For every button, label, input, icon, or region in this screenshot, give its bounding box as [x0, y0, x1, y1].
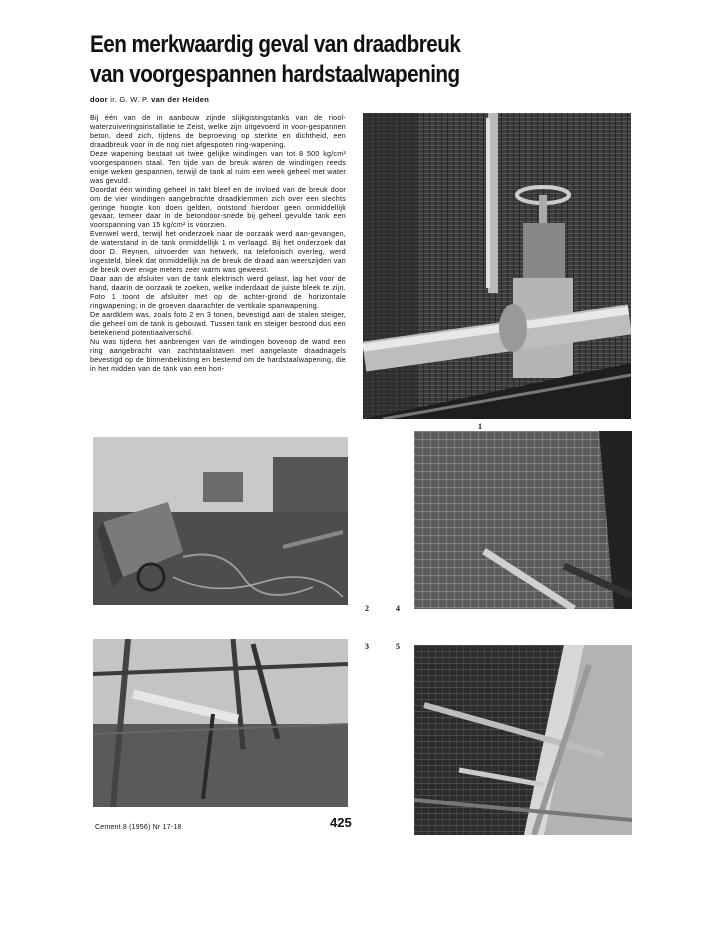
author-name: van der Heiden — [151, 95, 210, 104]
author-line — [90, 95, 209, 104]
title-line-1: Een merkwaardig geval van draadbreuk — [90, 31, 461, 58]
photo-valve — [363, 113, 631, 419]
figure-number-1: 1 — [478, 422, 482, 431]
paragraph: Doordat één winding geheel in takt bleef en de invloed van de breuk door om de vier windingen aangebrachte draadklemmen zich over een slechts geringe hoogte kon doen gelden, ontstond hierdoor geen onmiddellijk gevaar, temeer daar in de betondoor-snede bij geheel gevulde tank een voorspanning van 15 kg/cm² is voorzien. — [90, 185, 346, 230]
figure-number-5: 5 — [396, 642, 400, 651]
title-line-2: van voorgespannen hardstaalwapening — [90, 61, 460, 88]
figure-number-2: 2 — [365, 604, 369, 613]
figure-number-4: 4 — [396, 604, 400, 613]
paragraph: Deze wapening bestaat uit twee gelijke windingen van tot 8 500 kg/cm² voorgespannen staal. Ten tijde van de breuk waren de windingen reeds enige weken gespannen, terwijl de tank al ruim een week geheel met water was gevuld. — [90, 149, 346, 185]
photo-scaffolding-tubes — [414, 645, 632, 835]
author-title: ir. G. W. P. — [110, 95, 149, 104]
photo-welding-machine — [93, 437, 348, 605]
figure-number-3: 3 — [365, 642, 369, 651]
paragraph: Nu was tijdens het aanbrengen van de windingen bovenop de wand een ring aangebracht van zachtstaalstaven met aangelaste draadnagels bevestigd op de binnenbekisting en bestemd om de hardstaalwapening, die in het midden van de tank van een hori- — [90, 337, 346, 373]
photo-reinforcement-grid — [414, 431, 632, 609]
author-prefix: door — [90, 95, 108, 104]
paragraph: Bij één van de in aanbouw zijnde slijkgistingstanks van de riool-waterzuiveringsinstallatie te Zeist, welke zijn uitgevoerd in voor-gespannen beton, deed zich, tijdens de beproeving op sterkte en dichtheid, een draadbreuk voor in de nog niet afgespoten ring-wapening. — [90, 114, 346, 149]
paragraph: Daar aan de afsluiter van de tank elektrisch werd gelast, lag het voor de hand, daarin de oorzaak te zoeken, welke inderdaad de juiste bleek te zijn. Foto 1 toont de afsluiter met op de achter-grond de horizontale ringwapening; in de groeven daarachter de vertikale spanwapening. — [90, 275, 346, 311]
article-body — [90, 114, 346, 374]
article-title — [90, 30, 461, 90]
paragraph: Evenwel werd, terwijl het onderzoek naar de oorzaak werd aan-gevangen, de waterstand in de tank onmiddellijk 1 m verlaagd. Bij het onderzoek dat door D. Reynen, uitvoerder van hetwerk, na telefonisch overleg, werd ingesteld, bleek dat onmiddellijk na de breuk de draad aan weerszijden van de breuk over enige meters zeer warm was geweest. — [90, 230, 346, 275]
page-number: 425 — [330, 815, 352, 830]
paragraph: De aardklem was, zoals foto 2 en 3 tonen, bevestigd aan de stalen steiger, die geheel om de tank is gebouwd. Tussen tank en steiger bestond dus een betekenend potentiaalverschil. — [90, 310, 346, 337]
journal-reference: Cement 8 (1956) Nr 17-18 — [95, 824, 182, 831]
photo-scaffolding-clamp — [93, 639, 348, 807]
